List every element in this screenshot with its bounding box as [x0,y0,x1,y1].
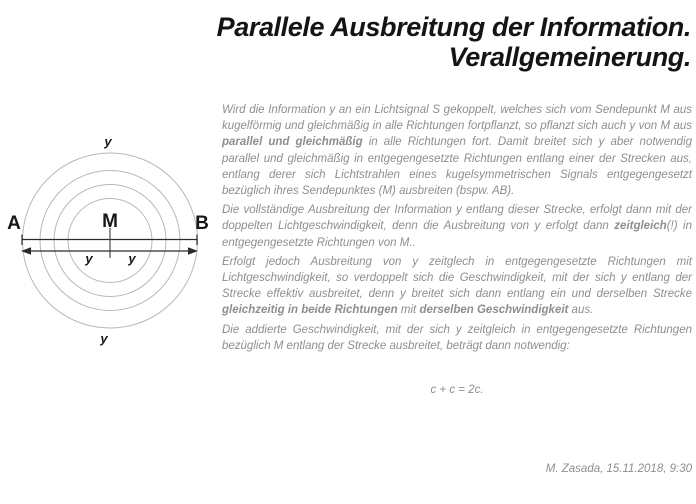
emphasized-text: zeitgleich [614,220,667,233]
page-title-line2: Verallgemeinerung. [448,42,691,72]
signature-line: M. Zasada, 15.11.2018, 9:30 [545,463,692,475]
label-point-a: A [7,213,21,234]
page-title [60,12,691,72]
text-segment: aus. [568,304,594,317]
paragraph [222,202,692,251]
emphasized-text: gleichzeitig in beide Richtungen [222,304,398,317]
text-segment: Die addierte Geschwindigkeit, mit der sich y zeitgleich in entgegengesetzte Richtungen bezüglich M entlang der Strecke ausbreitet, beträgt dann notwendig: [222,323,692,352]
label-y-right: y [128,251,136,266]
label-y-left: y [85,251,93,266]
text-segment: Wird die Information y an ein Lichtsignal S gekoppelt, welches sich vom Sendepunkt M aus kugelförmig und gleichmäßig in alle Richtungen fortpflanzt, so pflanzt sich auch y von M aus [222,104,692,133]
emphasized-text: parallel und gleichmäßig [222,136,363,149]
formula: c + c = 2c. [430,384,484,397]
text-segment: in alle Richtungen fort. Damit breitet sich y aber notwendig parallel und gleichmäßig in entgegengesetzte Richtungen entlang einer der Strecken aus, entlang derer sich Lichtstrahlen eines kugelsymmetrischen Signals entgegengesetzt bezüglich ihres Sendepunktes (M) ausbreiten (bspw. AB). [222,136,692,198]
spherical-wave-diagram [0,108,220,358]
paragraph [222,254,692,319]
body-paragraphs [222,102,692,354]
text-segment: Die vollständige Ausbreitung der Information y entlang dieser Strecke, erfolgt dann mit der doppelten Lichtgeschwindigkeit, denn die Ausbreitung von y erfolgt dann [222,204,692,233]
label-point-m: M [102,211,118,232]
emphasized-text: derselben Geschwindigkeit [419,304,569,317]
paragraph [222,102,692,199]
text-segment: Erfolgt jedoch Ausbreitung von y zeitglech in entgegengesetzte Richtungen mit Lichtgeschwindigkeit, so verdoppelt sich die Geschwindigkeit, mit der sich y entlang der Strecke effektiv ausbreitet, denn y breitet sich dann entlang ein und derselben Strecke [222,255,692,301]
label-point-b: B [195,213,209,234]
paragraph [222,322,692,354]
text-segment: (!) in entgegengesetzte Richtungen von M.. [222,220,692,249]
text-segment: mit [397,304,420,317]
label-y-top: y [104,134,112,149]
label-y-bottom: y [100,331,108,346]
body-text-column [222,102,692,398]
page-title-line1: Parallele Ausbreitung der Information. [216,12,691,42]
